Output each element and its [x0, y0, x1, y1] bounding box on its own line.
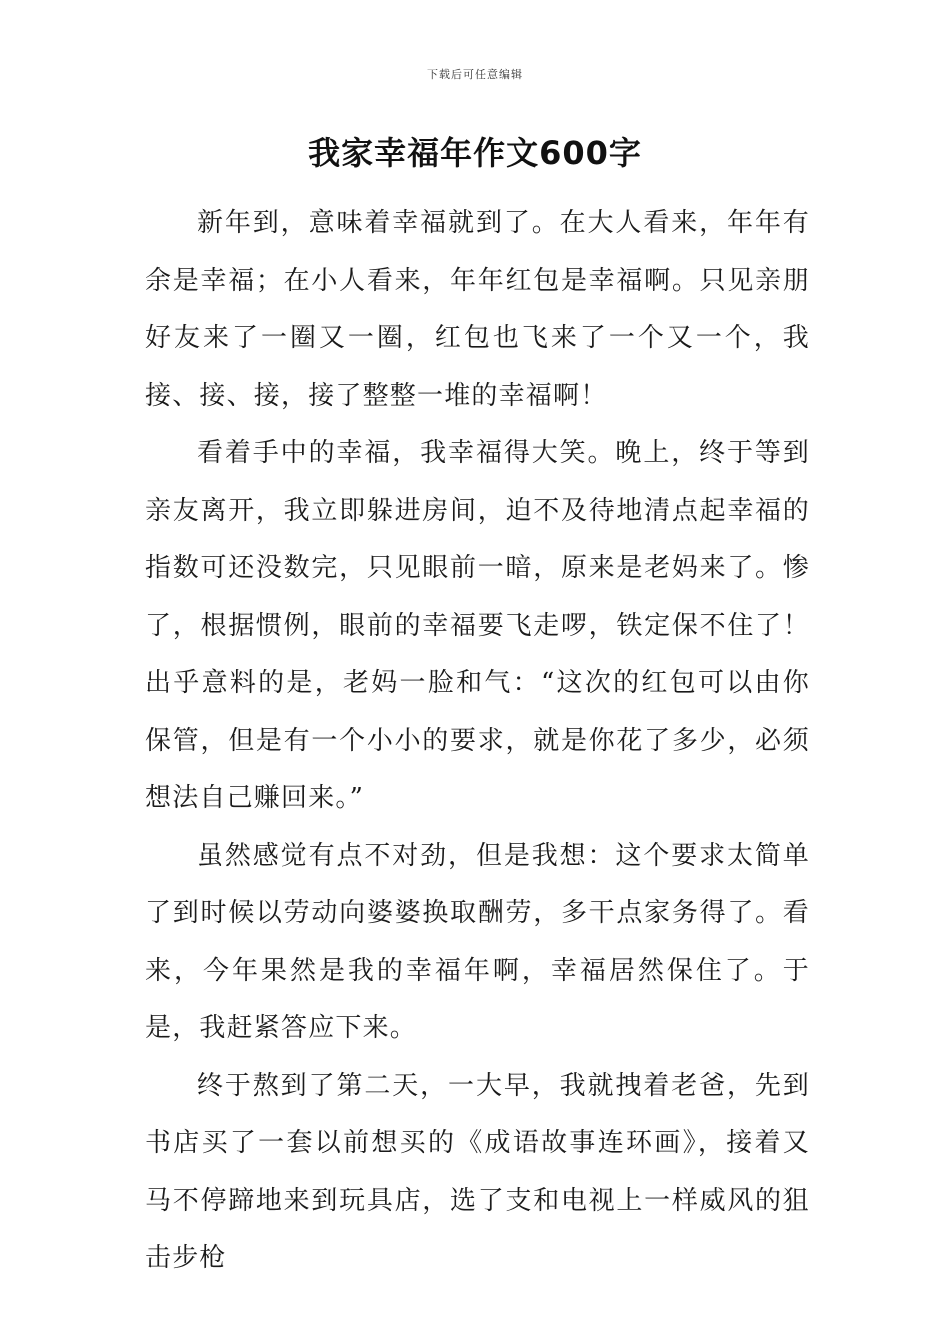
essay-body [145, 195, 810, 1288]
header-note: 下载后可任意编辑 [427, 68, 523, 81]
paragraph-3: 虽然感觉有点不对劲，但是我想：这个要求太简单了到时候以劳动向婆婆换取酬劳，多干点家务得了。看来，今年果然是我的幸福年啊，幸福居然保住了。于是，我赶紧答应下来。 [145, 840, 810, 1043]
paragraph-1: 新年到，意味着幸福就到了。在大人看来，年年有余是幸福；在小人看来，年年红包是幸福啊。只见亲朋好友来了一圈又一圈，红包也飞来了一个又一个，我接、接、接，接了整整一堆的幸福啊！ [145, 208, 810, 411]
paragraph-2: 看着手中的幸福，我幸福得大笑。晚上，终于等到亲友离开，我立即躲进房间，迫不及待地清点起幸福的指数可还没数完，只见眼前一暗，原来是老妈来了。惨了，根据惯例，眼前的幸福要飞走啰，铁定保不住了！出乎意料的是，老妈一脸和气：“这次的红包可以由你保管，但是有一个小小的要求，就是你花了多少，必须想法自己赚回来。” [145, 438, 810, 813]
paragraph-4: 终于熬到了第二天，一大早，我就拽着老爸，先到书店买了一套以前想买的《成语故事连环画》，接着又马不停蹄地来到玩具店，选了支和电视上一样威风的狙击步枪 [145, 1070, 810, 1273]
page-title: 我家幸福年作文600字 [308, 134, 642, 172]
